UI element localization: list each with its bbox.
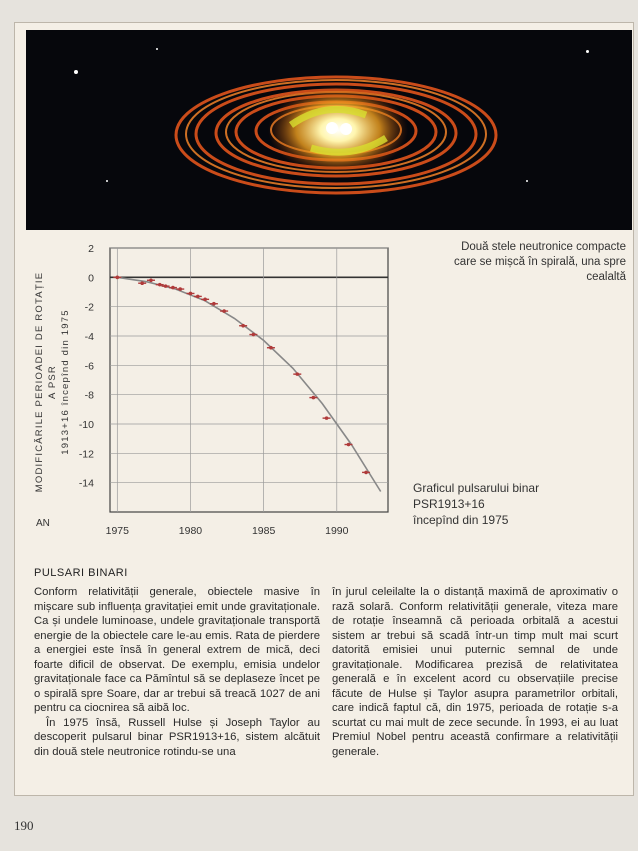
star	[156, 48, 158, 50]
section-title: PULSARI BINARI	[34, 567, 128, 579]
x-tick-label: 1975	[105, 525, 129, 537]
y-axis-label-line2: 1913+16 începînd din 1975	[60, 309, 71, 455]
star	[526, 180, 528, 182]
body-column-left	[34, 585, 320, 759]
body-column-right	[332, 585, 618, 759]
y-tick-label: -12	[78, 448, 94, 461]
star	[586, 50, 589, 53]
spiral-illustration	[26, 30, 632, 230]
y-tick-label: -8	[84, 389, 94, 402]
x-tick-label: 1990	[325, 525, 349, 537]
y-axis-label-line1: MODIFICĂRILE PERIOADEI DE ROTAȚIE A PSR	[34, 271, 58, 493]
y-tick-label: 0	[88, 272, 94, 285]
illustration-caption: Două stele neutronice compacte care se mișcă în spirală, una spre cealaltă	[454, 241, 626, 283]
y-tick-label: -4	[84, 331, 94, 343]
graph-caption-line: PSR1913+16	[413, 497, 485, 511]
star	[74, 70, 78, 74]
graph-caption-line: Graficul pulsarului binar	[413, 481, 540, 495]
x-axis-label: AN	[36, 518, 50, 529]
graph-caption	[413, 480, 623, 528]
page-number: 190	[14, 818, 34, 833]
binary-neutron-star-illustration	[26, 30, 632, 230]
x-tick-label: 1985	[251, 525, 276, 537]
y-tick-label: -6	[84, 360, 94, 373]
y-axis-label	[33, 267, 73, 497]
paragraph: Conform relativității generale, obiectele masive în mișcare sub influența gravitației emit unde gravitaționale. Ca și undele luminoase, undele gravitaționale transportă energie de la obiectele care le-au emis. Rata de pierdere a energiei este însă în general extrem de mică, deci foarte dificil de observat. De exemplu, emisia undelor gravitaționale face ca Pămîntul să se deplaseze încet pe o spirală spre Soare, dar ar trebui să treacă 1027 de ani pentru ca ciocnirea să aibă loc.	[34, 586, 320, 714]
graph-caption-line: începînd din 1975	[413, 513, 509, 527]
star	[106, 180, 108, 182]
y-tick-label: 2	[88, 243, 94, 255]
x-tick-label: 1980	[178, 525, 203, 537]
y-tick-label: -2	[84, 301, 94, 314]
y-tick-label: -10	[78, 419, 94, 431]
paragraph: în jurul celeilalte la o distanță maximă de aproximativ o rază solară. Conform relativității generale, viteza mare de rotație înseamnă că perioada orbitală a acestui sistem ar trebui să scadă într-un timp mult mai scurt datorită emisiei unui puternic semnal de unde gravitaționale. Modificarea prezisă de relativitatea generală e în excelent acord cu observațiile precise făcute de Hulse și Taylor asupra parametrilor orbitali, care indică faptul că, din 1975, perioada de rotație s-a scurtat cu mai mult de zece secunde. În 1993, ei au luat Premiul Nobel pentru această confirmare a relativității generale.	[332, 586, 618, 758]
paragraph: În 1975 însă, Russell Hulse și Joseph Taylor au descoperit pulsarul binar PSR1913+16, sistem alcătuit din două stele neutronice rotindu-se una	[34, 716, 320, 758]
y-tick-label: -14	[78, 477, 94, 490]
